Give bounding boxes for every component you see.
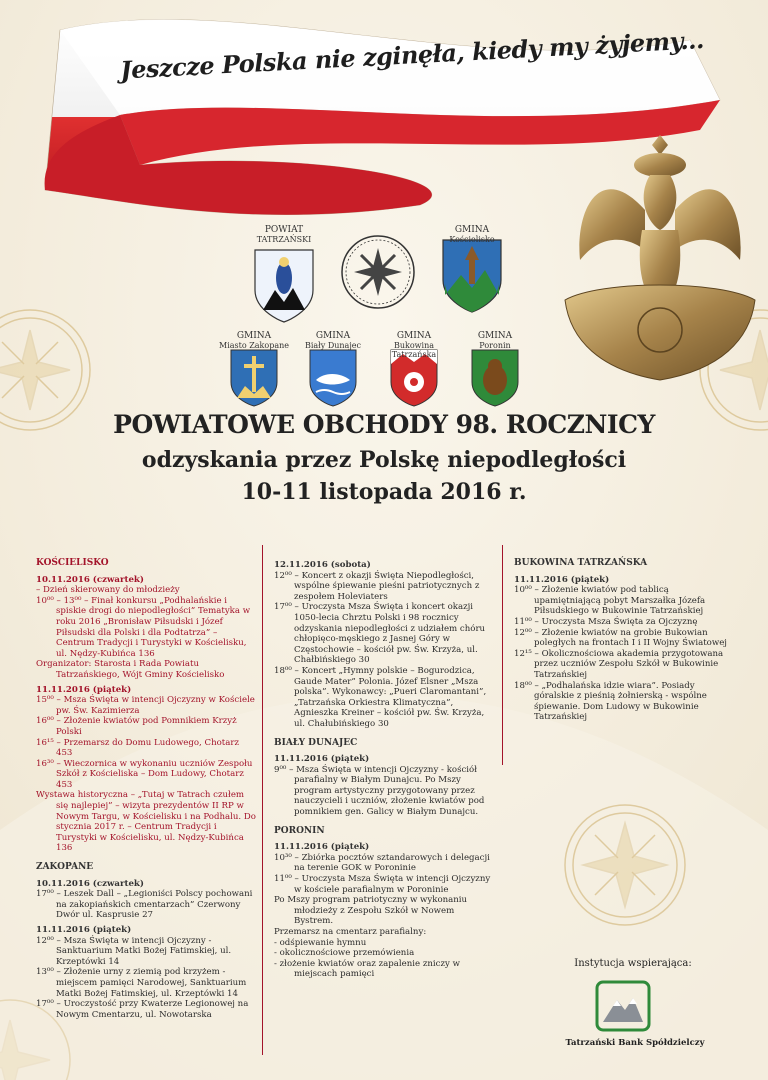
section-bialy-dunajec: BIAŁY DUNAJEC — [274, 737, 358, 748]
event-item: Przemarsz na cmentarz parafialny: — [274, 927, 427, 937]
crest-label-powiat: POWIAT TATRZAŃSKI — [256, 225, 312, 244]
event-item: 17⁰⁰ – Leszek Dall – „Legioniści Polscy pochowani na zakopiańskich cmentarzach” Czerwony Dwór ul. Kasprusie 27 — [36, 889, 253, 921]
crest-label-koscielisko: GMINA Kościelisko — [449, 225, 495, 244]
crest-zakopane — [231, 350, 277, 406]
headline-subtitle: odzyskania przez Polskę niepodległości — [141, 447, 627, 473]
schedule-column-1 — [36, 558, 258, 1020]
event-item: - złożenie kwiatów oraz zapalenie zniczy w miejscach pamięci — [274, 958, 460, 980]
event-item: 18⁰⁰ – Koncert „Hymny polskie – Bogurodzica, Gaude Mater” Polonia. Józef Elsner „Msza polska”. Wykonawcy: „Pueri Claromantani”, „Tatrzańska Orkiestra Klimatyczna”, Agnieszka Kreiner – kościół pw. Św. Krzyża, ul. Chałubińskiego 30 — [274, 665, 487, 729]
event-item: 17⁰⁰ – Uroczystość przy Kwaterze Legionowej na Nowym Cmentarzu, ul. Nowotarska — [36, 999, 249, 1020]
schedule-column-2 — [274, 556, 496, 980]
date-heading: 11.11.2016 (piątek) — [274, 842, 370, 853]
event-item: 10⁰⁰ – 13⁰⁰ – Finał konkursu „Podhalańskie i spiskie drogi do niepodległości” Tematyka w roku 2016 „Bronisław Piłsudski i Józef Piłsudski dla Polski i dla Podtatrza” – Centrum Tradycji i Turystyki w Kościelisku, ul. Nędzy-Kubińca 136 — [36, 595, 251, 659]
crest-label-bialy-dunajec: GMINA Biały Dunajec — [304, 331, 362, 350]
section-zakopane: ZAKOPANE — [36, 862, 94, 873]
event-item: 12⁰⁰ – Msza Święta w intencji Ojczyzny - Sanktuarium Matki Bożej Fatimskiej, ul. Krzeptówki 14 — [36, 935, 232, 967]
section-koscielisko: KOŚCIELISKO — [36, 558, 109, 568]
event-item: – Dzień skierowany do młodzieży — [36, 585, 180, 596]
event-item: 16⁰⁰ – Złożenie kwiatów pod Pomnikiem Krzyż Polski — [36, 716, 237, 737]
event-item: 10³⁰ – Zbiórka pocztów sztandarowych i delegacji na terenie GOK w Poroninie — [274, 852, 490, 874]
event-item: Po Mszy program patriotyczny w wykonaniu młodzieży z Zespołu Szkół w Nowem Bystrem. — [274, 895, 468, 927]
date-heading: 11.11.2016 (piątek) — [36, 925, 132, 935]
date-heading: 11.11.2016 (piątek) — [36, 684, 132, 695]
column-divider-2 — [502, 545, 503, 765]
event-item: 18⁰⁰ – „Podhalańska idzie wiara”. Posiady góralskie z pieśnią żołnierską - wspólne śpiewanie. Dom Ludowy w Bukowinie Tatrzańskiej — [514, 680, 707, 723]
headline-title: POWIATOWE OBCHODY 98. ROCZNICY — [113, 410, 655, 439]
event-item: 17⁰⁰ – Uroczysta Msza Święta i koncert okazji 1050-lecia Chrztu Polski i 98 rocznicy odzyskania niepodległości z udziałem chóru chłopięco-męskiego z Jasnej Góry w Częstochowie – kościół pw. Św. Krzyża, ul. Chałbińskiego 30 — [274, 602, 486, 666]
date-heading: 10.11.2016 (czwartek) — [36, 574, 144, 585]
event-item: 11⁰⁰ – Uroczysta Msza Święta za Ojczyznę — [514, 616, 698, 627]
event-item: 16¹⁵ – Przemarsz do Domu Ludowego, Chotarz 453 — [36, 737, 240, 759]
date-heading: 10.11.2016 (czwartek) — [36, 878, 144, 889]
crest-label-bukowina: GMINA Bukowina Tatrzańska — [391, 331, 437, 359]
event-item: 12¹⁵ – Okolicznościowa akademia przygotowana przez uczniów Zespołu Szkół w Bukowinie Tatrzańskiej — [514, 648, 724, 680]
sponsor-label: Instytucja wspierająca: — [574, 958, 692, 969]
crest-label-poronin: GMINA Poronin — [477, 331, 513, 350]
crest-bialy-dunajec — [310, 350, 356, 406]
schedule-column-3 — [514, 558, 736, 723]
event-item: Wystawa historyczna – „Tutaj w Tatrach czułem się najlepiej” – wizyta prezydentów II RP w Nowym Targu, w Kościelisku i na Podhalu. Do stycznia 2017 r. – Centrum Tradycji i Turystyki w Kościelisku, ul. Nędzy-Kubińca 136 — [36, 790, 256, 854]
event-item: 11⁰⁰ – Uroczysta Msza Święta w intencji Ojczyzny w kościele parafialnym w Poroninie — [274, 874, 491, 895]
crest-poronin — [472, 350, 518, 406]
event-item: 12⁰⁰ – Koncert z okazji Święta Niepodległości, wspólne śpiewanie pieśni patriotycznych z zespołem Holeviaters — [274, 570, 480, 602]
date-heading: 11.11.2016 (piątek) — [514, 574, 610, 585]
bank-name: Tatrzański Bank Spółdzielczy — [565, 1038, 705, 1048]
section-poronin: PORONIN — [274, 825, 325, 836]
event-item: 9⁰⁰ – Msza Święta w intencji Ojczyzny - kościół parafialny w Białym Dunajcu. Po Mszy program artystyczny przygotowany przez nauczycieli i uczniów, złożenie kwiatów pod pomnikiem gen. Galicy w Białym Dunajcu. — [274, 764, 485, 818]
section-bukowina: BUKOWINA TATRZAŃSKA — [514, 558, 648, 568]
event-item: Organizator: Starosta i Rada Powiatu Tatrzańskiego, Wójt Gminy Kościelisko — [36, 659, 225, 680]
event-item: 10⁰⁰ – Złożenie kwiatów pod tablicą upamiętniającą pobyt Marszałka Józefa Piłsudskiego w Bukowinie Tatrzańskiej — [514, 585, 706, 617]
event-item: - okolicznościowe przemówienia — [274, 948, 415, 959]
motto-banner-text: Jeszcze Polska nie zginęła, kiedy my żyjemy... — [119, 25, 705, 85]
event-item: 16³⁰ – Wieczornica w wykonaniu uczniów Zespołu Szkół z Kościeliska – Dom Ludowy, Chotarz 453 — [36, 758, 253, 790]
event-item: 15⁰⁰ – Msza Święta w intencji Ojczyzny w Kościele pw. Św. Kazimierza — [36, 695, 255, 716]
rosette-bottom-right — [565, 805, 685, 925]
date-heading: 12.11.2016 (sobota) — [274, 560, 371, 570]
headline-dates: 10-11 listopada 2016 r. — [241, 479, 527, 505]
event-item: 13⁰⁰ – Złożenie urny z ziemią pod krzyżem - miejscem pamięci Narodowej, Sanktuarium Matki Bożej Fatimskiej, ul. Krzeptówki 14 — [36, 967, 247, 999]
column-divider-1 — [262, 545, 263, 1055]
event-item: 12⁰⁰ – Złożenie kwiatów na grobie Bukowian poległych na frontach I i II Wojny Światowej — [514, 627, 727, 649]
crest-label-zakopane: GMINA Miasto Zakopane — [219, 331, 289, 350]
date-heading: 11.11.2016 (piątek) — [274, 754, 370, 765]
event-item: - odśpiewanie hymnu — [274, 937, 367, 948]
bank-logo — [593, 978, 653, 1034]
